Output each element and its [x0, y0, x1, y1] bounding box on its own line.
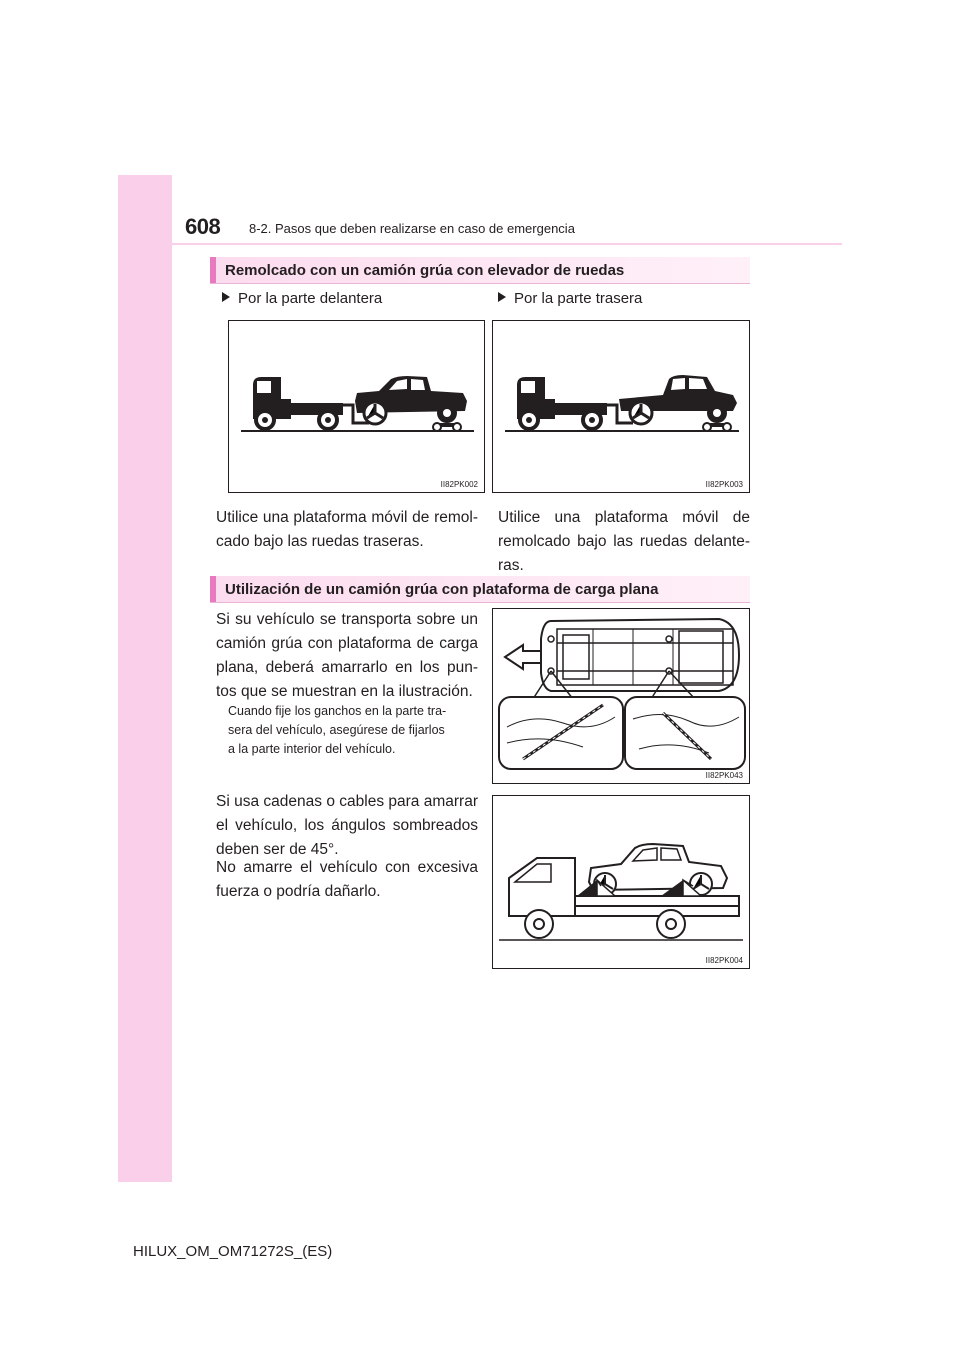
heading-flatbed-text: Utilización de un camión grúa con plataforma de carga plana: [225, 581, 659, 598]
heading-accent: [210, 257, 216, 283]
text-line: remolcado bajo las ruedas delante-: [498, 533, 750, 550]
triangle-bullet-icon: [222, 292, 230, 302]
heading-wheel-lift: [210, 257, 750, 284]
subheading-front-text: Por la parte delantera: [238, 290, 383, 307]
text-line: Si su vehículo se transporta sobre un: [216, 611, 478, 628]
triangle-bullet-icon: [498, 292, 506, 302]
flatbed-para-3: [216, 856, 478, 904]
header-rule: [172, 243, 842, 245]
note-line: a la parte interior del vehículo.: [228, 742, 396, 756]
heading-flatbed: [210, 576, 750, 603]
flatbed-para-1: [216, 608, 478, 704]
image-code-tie-down: II82PK043: [705, 771, 743, 780]
text-line: plana, deberá amarrarlo en los pun-: [216, 659, 478, 676]
rear-tow-drawing: [493, 321, 749, 492]
text-line: el vehículo, los ángulos sombreados: [216, 817, 478, 834]
document-id: HILUX_OM_OM71272S_(ES): [133, 1243, 333, 1260]
chapter-tab-strip: [118, 175, 172, 1182]
text-line: Utilice una plataforma móvil de remol-: [216, 509, 478, 526]
note-line: Cuando fije los ganchos en la parte tra-: [228, 704, 447, 718]
heading-wheel-lift-text: Remolcado con un camión grúa con elevador de ruedas: [225, 262, 625, 279]
text-line: deben ser de 45°.: [216, 841, 339, 858]
illustration-rear-tow: [492, 320, 750, 493]
text-line: cado bajo las ruedas traseras.: [216, 533, 424, 550]
rear-tow-text: [498, 506, 750, 578]
note-line: sera del vehículo, asegúrese de fijarlos: [228, 723, 445, 737]
text-line: Si usa cadenas o cables para amarrar: [216, 793, 478, 810]
illustration-tie-down-points: [492, 608, 750, 784]
flatbed-para-2: [216, 790, 478, 862]
front-tow-text: [216, 506, 478, 554]
front-tow-drawing: [229, 321, 484, 492]
image-code-flatbed: II82PK004: [705, 956, 743, 965]
text-line: camión grúa con plataforma de carga: [216, 635, 478, 652]
tie-down-drawing: [493, 609, 749, 783]
text-line: fuerza o podría dañarlo.: [216, 883, 381, 900]
image-code-front: II82PK002: [440, 480, 478, 489]
heading-accent: [210, 576, 216, 602]
hook-note: [228, 702, 478, 759]
subheading-rear-text: Por la parte trasera: [514, 290, 643, 307]
image-code-rear: II82PK003: [705, 480, 743, 489]
text-line: tos que se muestran en la ilustración.: [216, 683, 473, 700]
illustration-flatbed: [492, 795, 750, 969]
text-line: Utilice una plataforma móvil de: [498, 509, 750, 526]
subheading-front: [222, 290, 382, 307]
illustration-front-tow: [228, 320, 485, 493]
section-title: 8-2. Pasos que deben realizarse en caso de emergencia: [249, 221, 575, 236]
page-number: 608: [185, 214, 221, 239]
subheading-rear: [498, 290, 642, 307]
flatbed-drawing: [493, 796, 749, 968]
text-line: No amarre el vehículo con excesiva: [216, 859, 478, 876]
text-line: ras.: [498, 557, 524, 574]
